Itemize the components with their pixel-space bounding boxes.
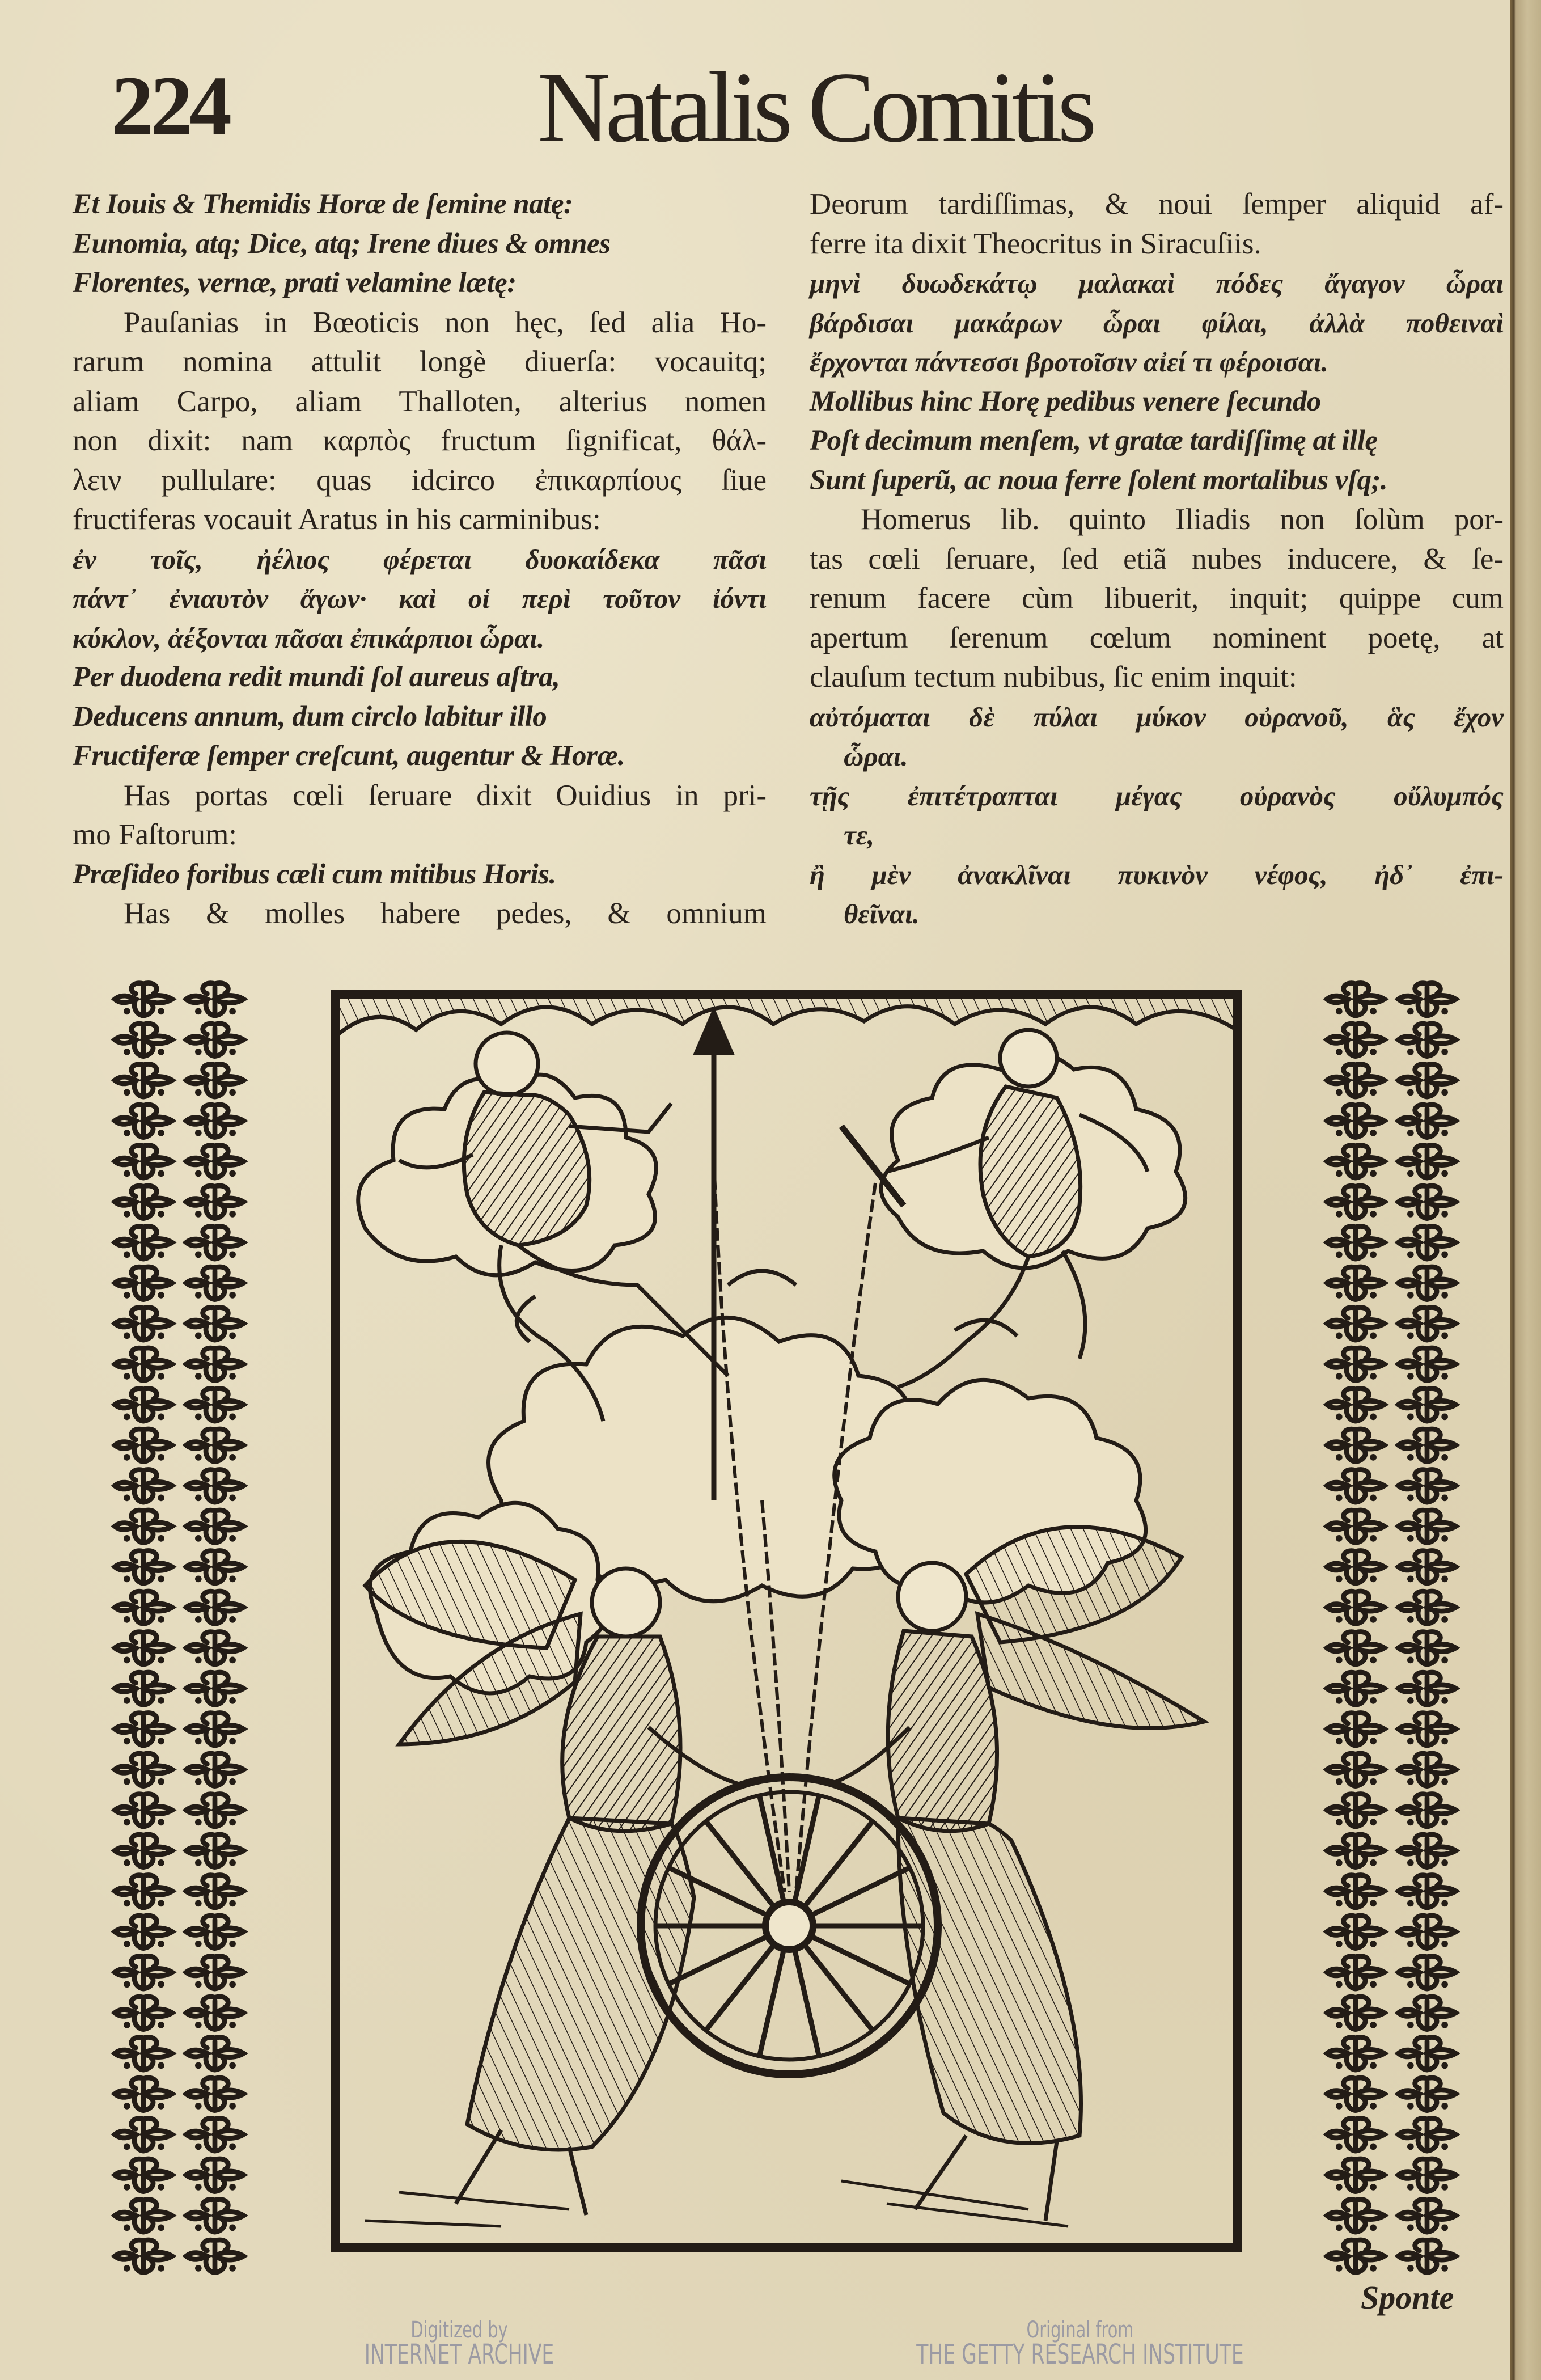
fleuron-border-right [1321,979,1464,2278]
page-number: 224 [111,59,228,153]
text-line: Præſideo foribus cæli cum mitibus Horis. [73,858,556,890]
wheel-spoke [794,1949,819,2056]
watermark-internet-archive: INTERNET ARCHIVE [364,2339,554,2370]
text-line: renum facere cùm libuerit, inquit; quippe cum [810,582,1504,615]
text-line: Per duodena redit mundi ſol aureus aſtra, [73,661,560,693]
text-line: πάντ᾽ ἐνιαυτὸν ἄγων· καὶ οἱ περὶ τοῦτον ἰόντι [73,583,767,614]
wheel [641,1777,938,2074]
text-line: Has portas cœli ſeruare dixit Ouidius in pri- [124,779,767,812]
text-line: Eunomia, atq; Dice, atq; Irene diues & omnes [73,227,611,260]
wheel-spoke [706,1821,774,1907]
text-line: non dixit: nam καρπὸς fructum ſignificat, θάλ- [73,424,767,457]
watermark-digitized-by: Digitized by [410,2317,508,2343]
text-line: tas cœli ſeruare, ſed etiã nubes inducere, & ſe- [810,542,1504,576]
text-line: ferre ita dixit Theocritus in Siracuſiis. [810,227,1261,260]
text-line: τε, [844,819,875,851]
text-line: Florentes, vernæ, prati velamine lætę: [73,267,517,299]
text-line: μηνὶ δυωδεκάτῳ μαλακαὶ πόδες ἄγαγον ὧραι [810,268,1504,299]
watermark-original-from: Original from [1026,2317,1134,2343]
text-line: Deducens annum, dum circlo labitur illo [73,700,547,733]
text-line: Mollibus hinc Horę pedibus venere ſecundo [810,385,1321,417]
text-line: apertum ſerenum cœlum nominent poetę, at [810,621,1504,654]
woodcut-illustration [331,990,1242,2252]
text-line: clauſum tectum nubibus, ſic enim inquit: [810,661,1297,694]
fleuron-border-left [109,979,252,2278]
text-line: fructiferas vocauit Aratus in his carminibus: [73,503,601,536]
left-text-column [73,185,767,934]
text-line: κύκλον, ἀέξονται πᾶσαι ἐπικάρπιοι ὧραι. [73,622,545,654]
text-line: ἐν τοῖς, ἠέλιος φέρεται δυοκαίδεκα πᾶσι [73,543,767,575]
ground [365,2181,1068,2226]
text-line: Et Iouis & Themidis Horæ de ſemine natę: [73,188,573,220]
wheel-spoke [804,1821,873,1907]
text-line: rarum nomina attulit longè diuerſa: vocauitq; [73,345,767,378]
winged-hora-right [830,1527,1204,2221]
page-edge [1510,0,1541,2380]
right-text-column [810,185,1504,934]
text-line: mo Faſtorum: [73,818,238,851]
wheel-spoke [759,1949,784,2056]
wheel-spoke [706,1944,774,2031]
text-line: Has & molles habere pedes, & omnium [124,897,767,930]
running-title: Natalis Comitis [537,51,1092,163]
text-line: λειν pullulare: quas idcirco ἐπικαρπίους ſiue [73,463,767,497]
text-line: ὧραι. [844,741,908,772]
watermark-getty-research-institute: THE GETTY RESEARCH INSTITUTE [916,2339,1244,2370]
text-line: Fructiferæ ſemper creſcunt, augentur & Horæ. [73,740,625,772]
text-line: Poſt decimum menſem, vt gratæ tardiſſimę at illę [810,425,1378,456]
text-line: Deorum tardiſſimas, & noui ſemper aliquid af- [810,188,1504,221]
text-line: τῇς ἐπιτέτραπται μέγας οὐρανὸς οὔλυμπός [810,780,1504,811]
wheel-spoke [804,1944,873,2031]
text-line: ἢ μὲν ἀνακλῖναι πυκινὸν νέφος, ἠδ᾽ ἐπι- [810,859,1504,890]
text-line: θεῖναι. [844,898,920,929]
text-line: Pauſanias in Bœoticis non hęc, ſed alia Ho- [124,306,767,339]
text-line: βάρδισαι μακάρων ὧραι φίλαι, ἀλλὰ ποθειναὶ [810,307,1504,339]
wheel-spoke [811,1868,910,1916]
text-line: ἔρχονται πάντεσσι βροτοῖσιν αἰεί τι φέροισαι. [810,346,1328,378]
text-line: Homerus lib. quinto Iliadis non ſolùm por- [861,503,1504,536]
text-line: aliam Carpo, aliam Thalloten, alterius nomen [73,384,767,418]
text-line: αὐτόμαται δὲ πύλαι μύκον οὐρανοῦ, ἃς ἔχον [810,701,1504,733]
text-line: Sunt ſuperũ, ac noua ferre ſolent mortalibus vſq;. [810,464,1388,496]
catchword: Sponte [1361,2279,1454,2316]
wheel-spoke [811,1936,910,1984]
